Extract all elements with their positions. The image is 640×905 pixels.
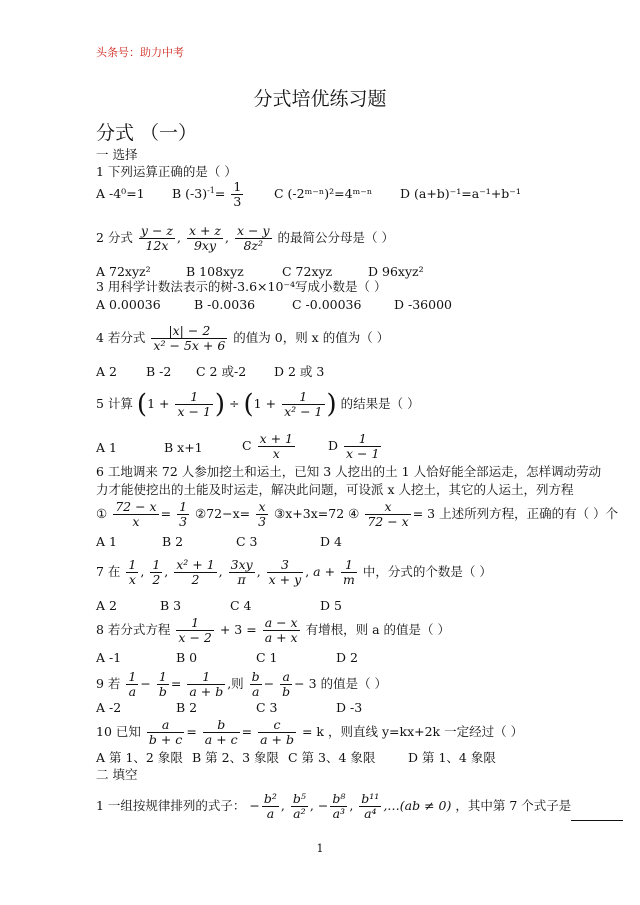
question-5-options (96, 432, 536, 468)
q8-option-c: C 1 (256, 650, 278, 665)
question-6-options (96, 534, 536, 550)
question-6-equations: ① $\frac{72 - x}{x}$ = $\frac{1}{3}$ ②72−x= $\frac{x}{3}$ ③x+3x=72 ④ $\frac{x}{72 - x}$ = 3 上述所列方程，正确的有（ ）个 (96, 499, 619, 529)
question-3-stem: 3 用科学计数法表示的树-3.6×10⁻⁴写成小数是（ ） (96, 279, 387, 294)
q2-option-a: A 72xyz² (96, 264, 151, 279)
q3-option-a: A 0.00036 (96, 297, 161, 312)
document-title: 分式培优练习题 (253, 88, 387, 110)
q7-option-b: B 3 (160, 598, 182, 613)
q3-option-c: C -0.00036 (292, 297, 362, 312)
q4-option-c: C 2 或-2 (196, 364, 247, 379)
question-1-options (96, 179, 536, 216)
question-9-stem: 9 若 $\frac{1}{a}$ − $\frac{1}{b}$ = $\frac{1}{a + b}$ ,则 $\frac{b}{a}$ − $\frac{a}{b}$ − 3 的值是（ ） (96, 669, 388, 699)
q1-option-c: C (-2ᵐ⁻ⁿ)²=4ᵐ⁻ⁿ (274, 186, 373, 201)
q9-option-b: B 2 (176, 700, 198, 715)
fill-question-1: 1 一组按规律排列的式子： − $\frac{\text{b²}}{a}$ , $\frac{\text{b⁵}}{\text{a²}}$ , − $\frac{\text{b⁸}}{\text{a³}}$ , $\frac{\text{b¹¹}}{\text{a⁴}}$ ,…(ab ≠ 0) ，其中第 7 个式子是 (96, 792, 623, 821)
q6-option-d: D 4 (320, 534, 342, 549)
q5-suffix: 的结果是（ ） (340, 396, 420, 411)
q3-option-d: D -36000 (394, 297, 452, 312)
q7-option-d: D 5 (320, 598, 342, 613)
question-4-options (96, 364, 536, 380)
q5-option-d: D $\frac{1}{x - 1}$ (328, 431, 380, 461)
q4-fraction: $\frac{|x| - 2}{\text{x² − 5x + 6}}$ (153, 323, 226, 353)
q8-option-b: B 0 (176, 650, 198, 665)
q1-b-num: 1 (233, 179, 242, 194)
q1-b-den: 3 (233, 194, 242, 209)
section-title: 分式 （一） (96, 122, 198, 144)
q7-option-a: A 2 (96, 598, 117, 613)
q6-option-b: B 2 (162, 534, 184, 549)
question-7-options (96, 598, 536, 614)
q2-option-d: D 96xyz² (368, 264, 424, 279)
part-heading-choice: 一 选择 (96, 147, 138, 162)
q2-frac-1: $\frac{y - z}{12x}$ (140, 223, 173, 253)
question-8-stem: 8 若分式方程 $\frac{1}{x - 2}$ + 3 = $\frac{a - x}{a + x}$ 有增根，则 a 的值是（ ） (96, 615, 450, 645)
q1-option-a: A -4⁰=1 (96, 186, 145, 201)
q2-option-b: B 108xyz (186, 264, 244, 279)
q5-option-b: B x+1 (164, 440, 203, 455)
question-2-options (96, 264, 536, 280)
q10-option-c: C 第 3、4 象限 (288, 750, 376, 765)
q2-prefix: 2 分式 (96, 230, 133, 245)
answer-blank[interactable] (571, 808, 623, 821)
q6-option-a: A 1 (96, 534, 117, 549)
q3-option-b: B -0.0036 (194, 297, 256, 312)
q1-option-b (172, 180, 245, 209)
q9-option-d: D -3 (336, 700, 363, 715)
question-5-stem: 5 计算 (1 + $\frac{1}{x - 1}$ ) ÷ (1 + $\frac{1}{\text{x² − 1}}$ ) 的结果是（ ） (96, 389, 420, 420)
q4-prefix: 4 若分式 (96, 330, 146, 345)
q10-option-d: D 第 1、4 象限 (408, 750, 496, 765)
page-number: 1 (316, 842, 324, 855)
q2-frac-3: $\frac{x - y}{\text{8z²}}$ (236, 223, 270, 253)
q1-b-exp: -1 (207, 185, 215, 195)
q6-option-c: C 3 (236, 534, 258, 549)
q4-suffix: 的值为 0，则 x 的值为（ ） (233, 330, 390, 345)
q7-item-6: $\frac{1}{m}$ (343, 557, 355, 587)
q5-option-a: A 1 (96, 440, 117, 455)
q5-frac-1: $\frac{1}{x - 1}$ (177, 389, 211, 419)
question-8-options (96, 650, 536, 666)
part-heading-fill: 二 填空 (96, 767, 138, 782)
q7-item-3: $\frac{\text{x² + 1}}{2}$ (176, 557, 215, 587)
q5-option-c: C $\frac{x + 1}{x}$ (242, 431, 293, 461)
q4-option-b: B -2 (146, 364, 172, 379)
q5-prefix: 5 计算 (96, 396, 133, 411)
q7-option-c: C 4 (230, 598, 252, 613)
q8-option-d: D 2 (336, 650, 358, 665)
question-6-line-2: 力才能使挖出的土能及时运走，解决此问题，可设派 x 人挖土，其它的人运土，列方程 (96, 482, 574, 497)
q9-option-c: C 3 (256, 700, 278, 715)
q1-b-eq: = (214, 186, 226, 201)
q7-item-5: $\frac{3}{x + y}$ (268, 557, 302, 587)
q1-b-fraction (231, 180, 243, 209)
q10-option-a: A 第 1、2 象限 (96, 750, 183, 765)
q4-option-d: D 2 或 3 (274, 364, 325, 379)
q8-option-a: A -1 (96, 650, 122, 665)
question-1-stem: 1 下列运算正确的是（ ） (96, 164, 237, 179)
q1-option-d: D (a+b)⁻¹=a⁻¹+b⁻¹ (400, 186, 521, 201)
question-2-stem: 2 分式 $\frac{y - z}{12x}$ , $\frac{x + z}{9xy}$ , $\frac{x - y}{\text{8z²}}$ 的最简公分母是（ ） (96, 223, 394, 253)
q7-item-1: $\frac{1}{x}$ (128, 557, 137, 587)
q2-frac-2: $\frac{x + z}{9xy}$ (188, 223, 222, 253)
question-4-stem (96, 324, 389, 353)
question-3-options (96, 297, 536, 313)
q7-item-2: $\frac{1}{2}$ (152, 557, 161, 587)
question-10-options (96, 750, 556, 766)
q2-option-c: C 72xyz (282, 264, 333, 279)
q2-suffix: 的最简公分母是（ ） (277, 230, 394, 245)
q7-item-4: $\frac{3xy}{\pi}$ (230, 557, 253, 587)
q10-option-b: B 第 2、3 象限 (192, 750, 280, 765)
question-10-stem: 10 已知 $\frac{a}{b + c}$ = $\frac{b}{a + c}$ = $\frac{c}{a + b}$ = k ，则直线 y=kx+2k 一定经过（ ） (96, 717, 524, 747)
question-6-line-1: 6 工地调来 72 人参加挖土和运土，已知 3 人挖出的土 1 人恰好能全部运走，怎样调动劳动 (96, 464, 602, 479)
q9-option-a: A -2 (96, 700, 122, 715)
q4-option-a: A 2 (96, 364, 117, 379)
q1-b-base: B (-3) (172, 186, 208, 201)
question-7-stem: 7 在 $\frac{1}{x}$ , $\frac{1}{2}$ , $\frac{\text{x² + 1}}{2}$ , $\frac{3xy}{\pi}$ , $\frac{3}{x + y}$ , a + $\frac{1}{m}$ 中，分式的个数是（ ） (96, 557, 492, 587)
header-source-tag: 头条号：助力中考 (96, 46, 184, 59)
q5-frac-2: $\frac{1}{\text{x² − 1}}$ (284, 389, 323, 419)
question-9-options (96, 700, 536, 716)
